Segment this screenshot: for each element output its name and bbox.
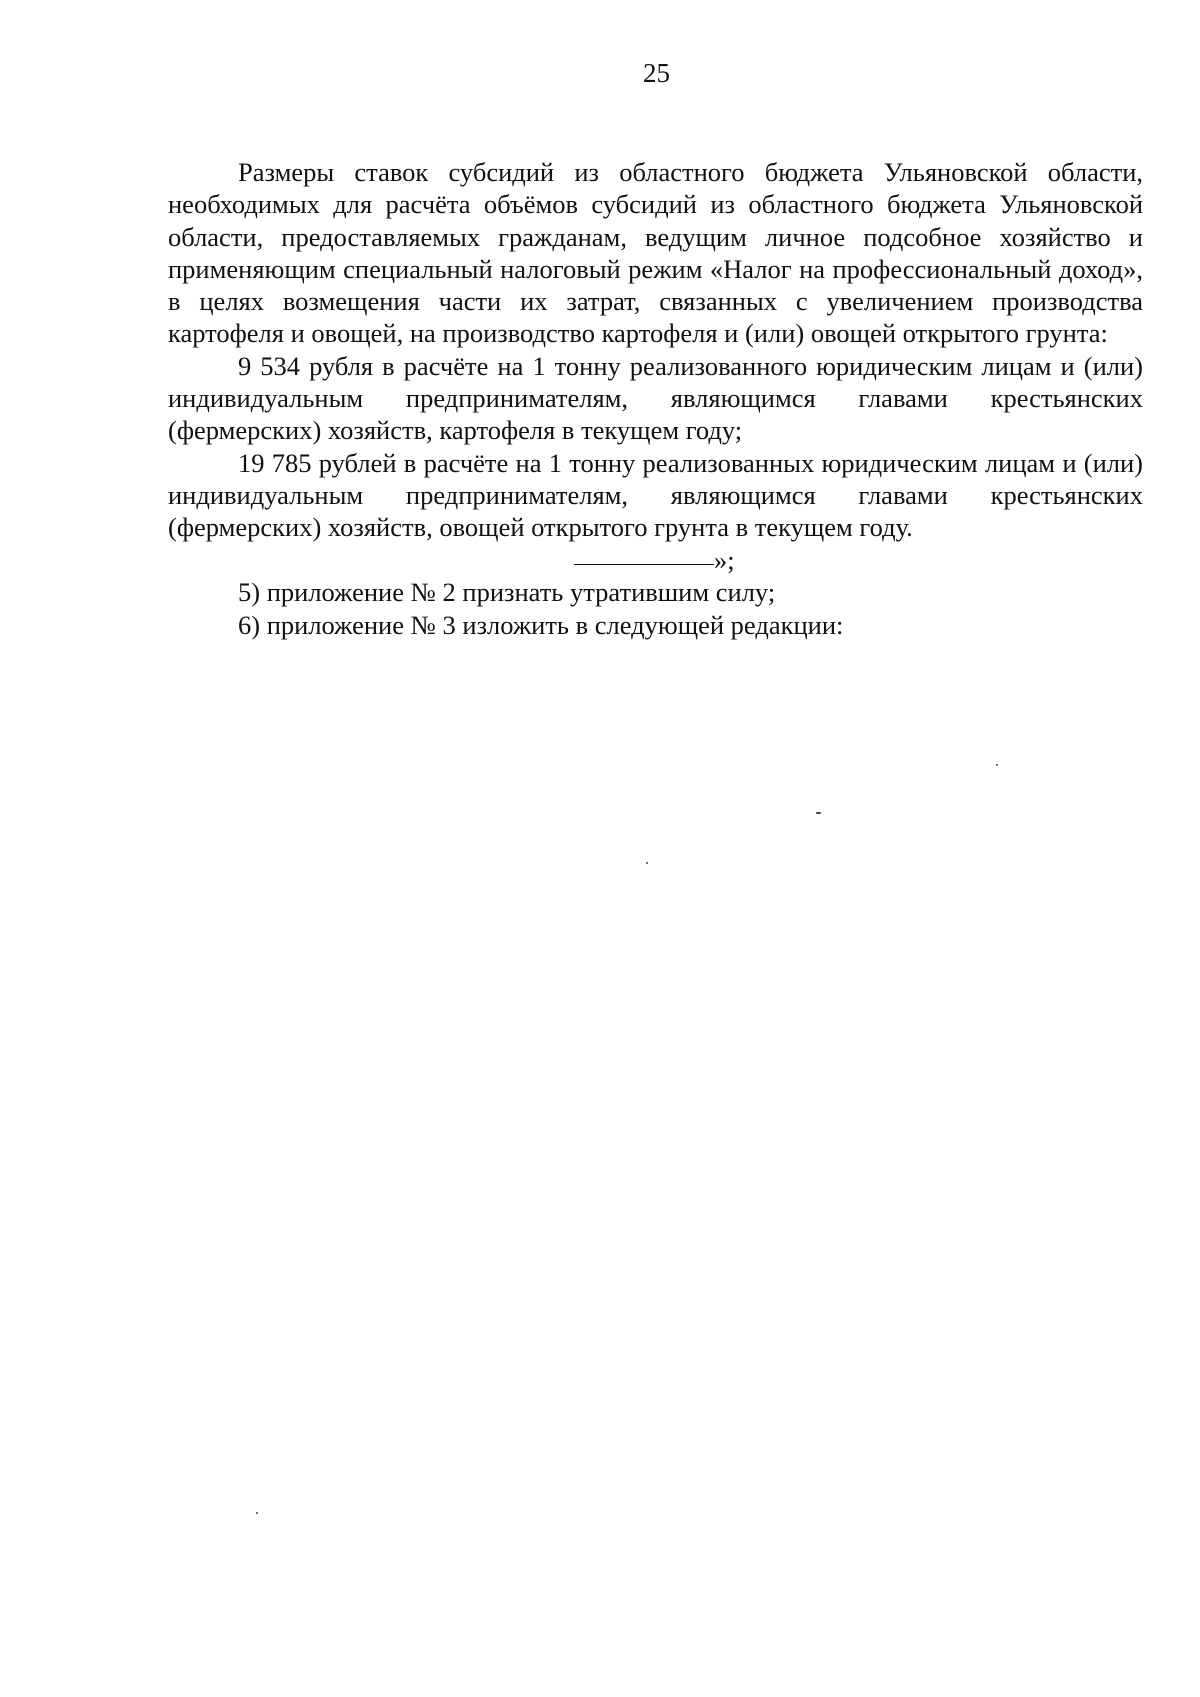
page-number: 25 <box>643 58 670 88</box>
scan-speck <box>816 812 821 814</box>
rates-intro-paragraph: Размеры ставок субсидий из областного бюджета Ульяновской области, необходимых для расчёта объёмов субсидий из областного бюджета Ульяновской области, предоставляемых гражданам, ведущим личное подсобное хозяйство и применяющим специальный налоговый режим «Налог на профессиональный доход», в целях возмещения части их затрат, связанных с увеличением производства картофеля и овощей, на производство картофеля и (или) овощей открытого грунта: <box>168 157 1143 349</box>
separator-rule <box>574 544 714 565</box>
scan-speck <box>646 862 648 864</box>
closing-line <box>168 544 1143 576</box>
scan-speck <box>256 1512 258 1514</box>
potato-rate-paragraph: 9 534 рубля в расчёте на 1 тонну реализованного юридическим лицам и (или) индивидуальным предпринимателям, являющимся главами крестьянских (фермерских) хозяйств, картофеля в текущем году; <box>168 350 1143 446</box>
vegetable-rate-paragraph: 19 785 рублей в расчёте на 1 тонну реализованных юридическим лицам и (или) индивидуальным предпринимателям, являющимся главами крестьянских (фермерских) хозяйств, овощей открытого грунта в текущем году. <box>168 447 1143 543</box>
scan-speck <box>996 764 998 766</box>
list-item: 6) приложение № 3 изложить в следующей редакции: <box>238 609 844 640</box>
closing-quote-mark: »; <box>714 544 735 575</box>
list-item: 5) приложение № 2 признать утратившим силу; <box>238 576 776 607</box>
document-body <box>168 156 1143 642</box>
